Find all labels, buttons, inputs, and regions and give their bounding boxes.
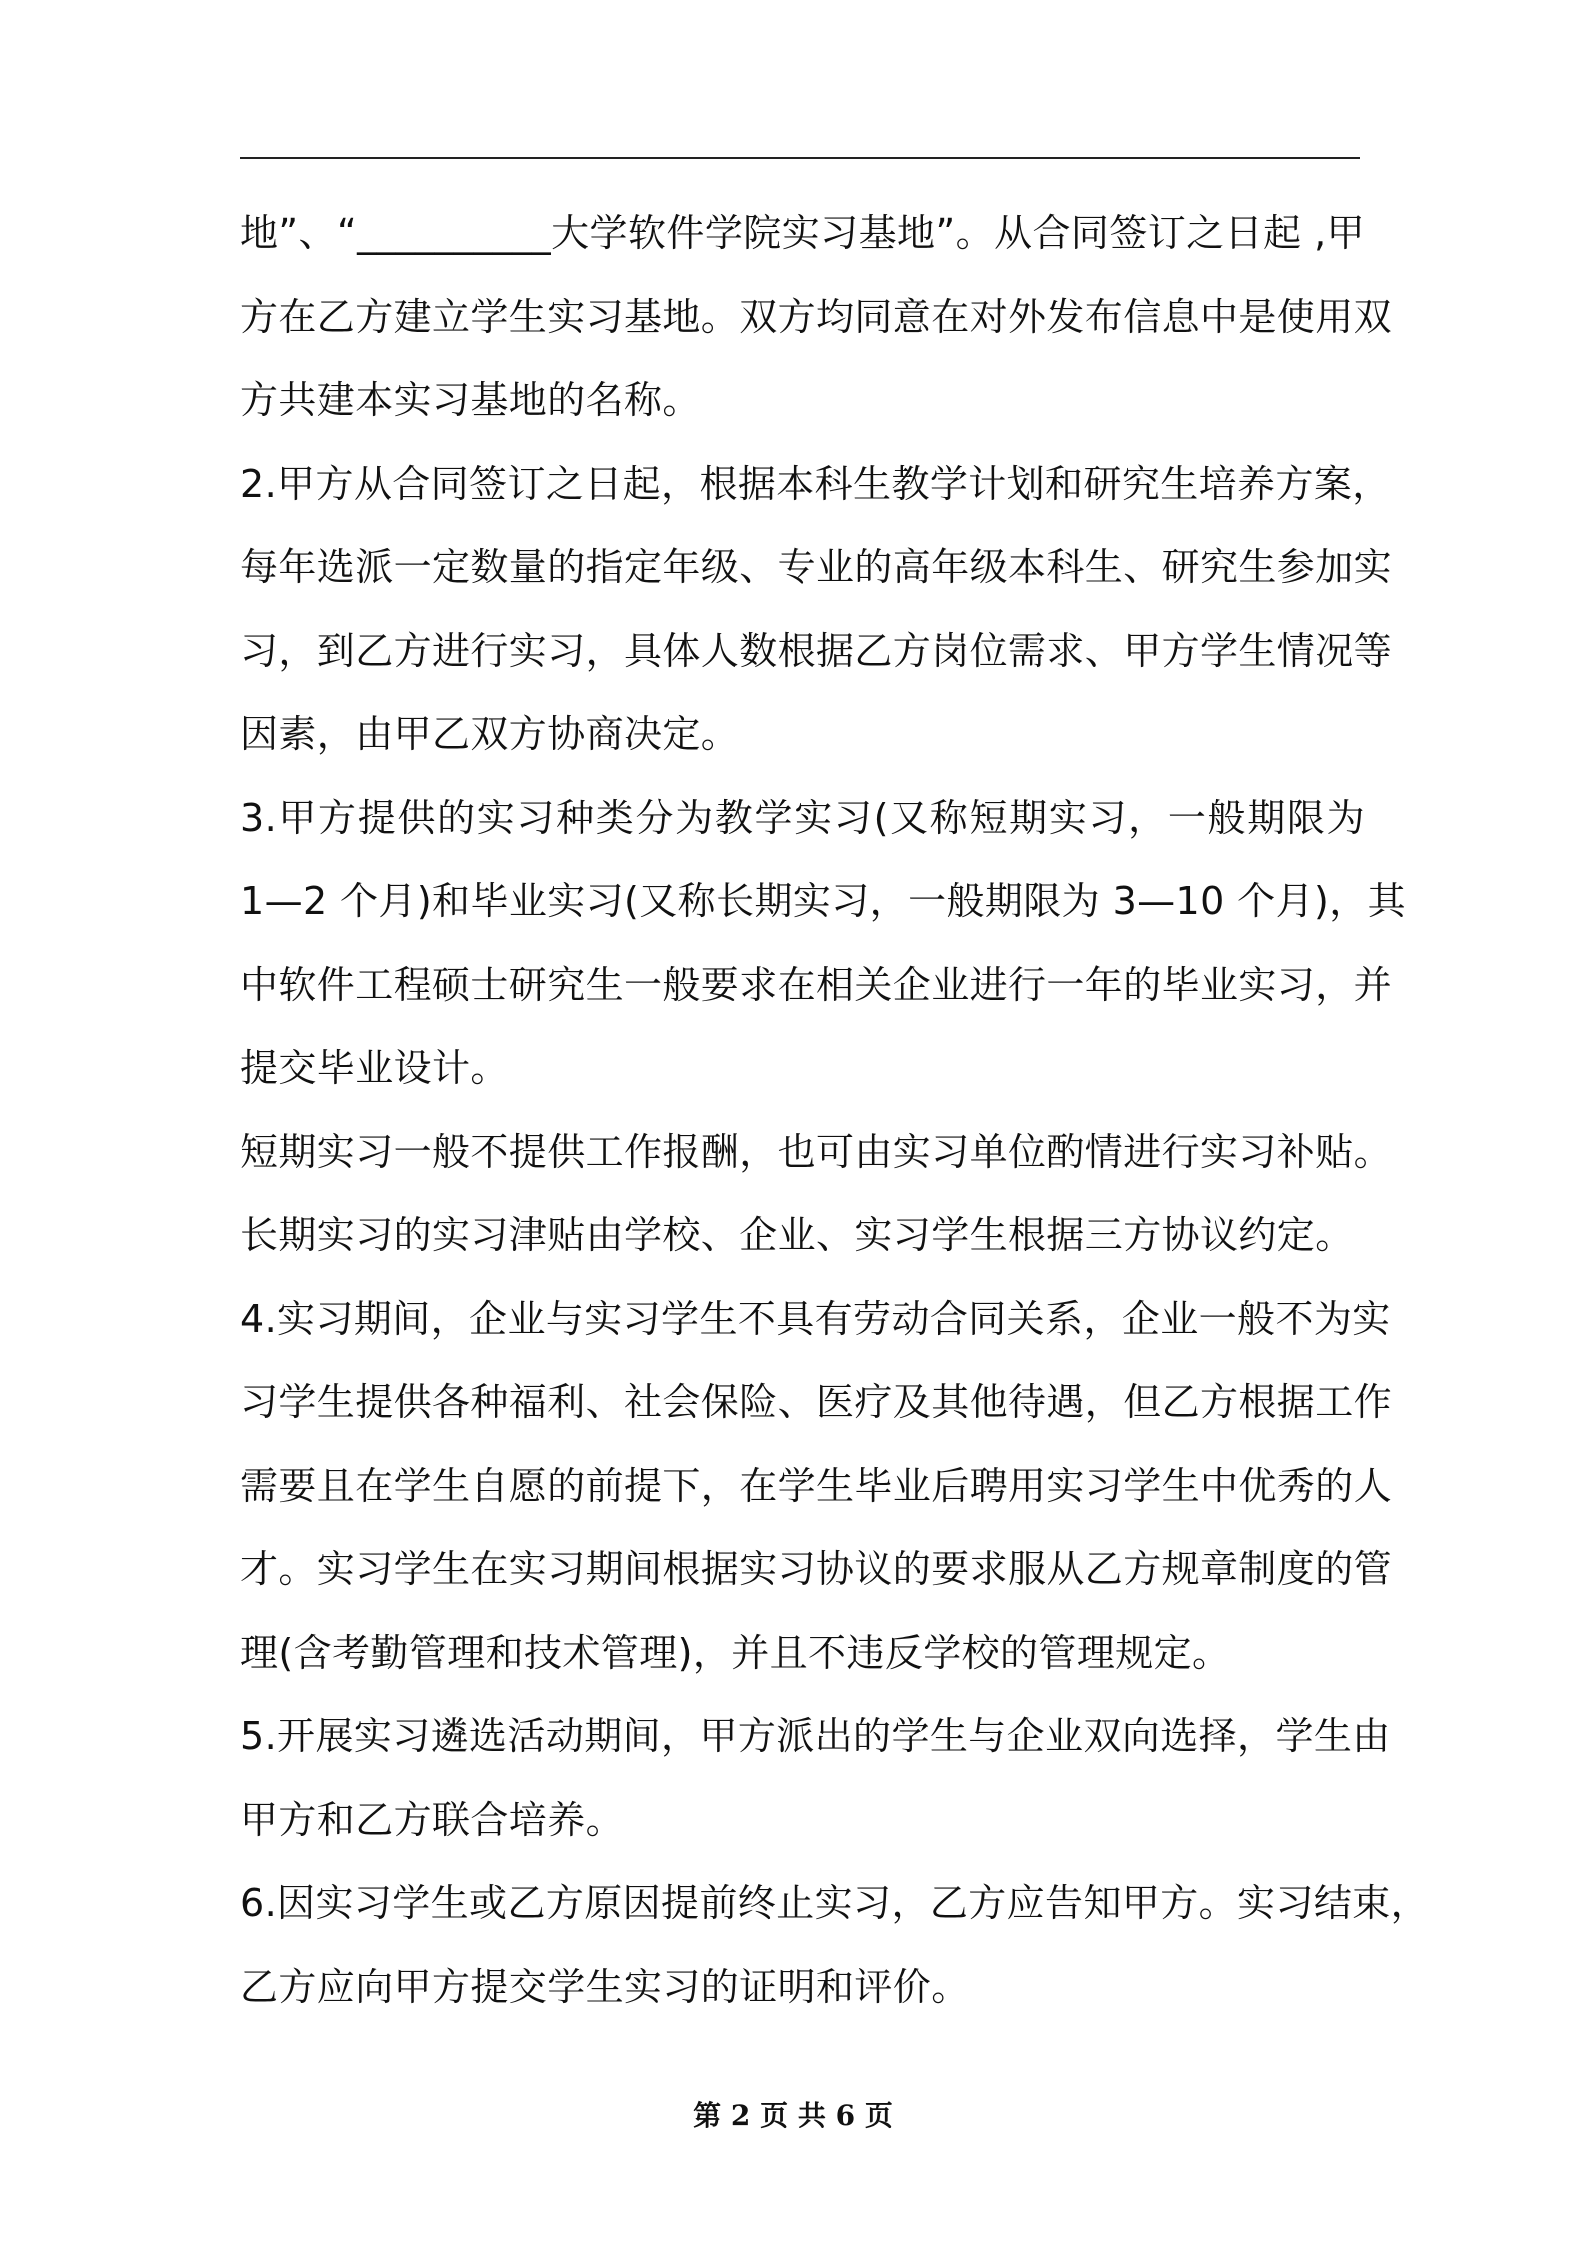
body-text-line: 每年选派一定数量的指定年级、专业的高年级本科生、研究生参加实 xyxy=(240,545,1393,589)
body-text-line: 甲方和乙方联合培养。 xyxy=(240,1797,625,1842)
body-text-line: 2.甲方从合同签订之日起，根据本科生教学计划和研究生培养方案， xyxy=(240,461,1391,506)
body-text-line: 5.开展实习遴选活动期间，甲方派出的学生与企业双向选择，学生由 xyxy=(240,1714,1391,1758)
body-text-line: 中软件工程硕士研究生一般要求在相关企业进行一年的毕业实习，并 xyxy=(240,962,1393,1007)
body-text-line: 提交毕业设计。 xyxy=(240,1046,509,1090)
body-text-line: 4.实习期间，企业与实习学生不具有劳动合同关系，企业一般不为实 xyxy=(240,1296,1391,1341)
document-body xyxy=(240,192,1430,2029)
body-text-line: 方共建本实习基地的名称。 xyxy=(240,378,701,422)
body-text-line: 乙方应向甲方提交学生实习的证明和评价。 xyxy=(240,1964,970,2009)
body-text-line: 长期实习的实习津贴由学校、企业、实习学生根据三方协议约定。 xyxy=(240,1213,1354,1257)
body-text-line: 习，到乙方进行实习，具体人数根据乙方岗位需求、甲方学生情况等 xyxy=(240,628,1393,673)
body-text-line: 6.因实习学生或乙方原因提前终止实习，乙方应告知甲方。实习结束， xyxy=(240,1881,1430,1925)
body-text-line: 理(含考勤管理和技术管理)，并且不违反学校的管理规定。 xyxy=(240,1630,1231,1675)
body-text-line: 3.甲方提供的实习种类分为教学实习(又称短期实习，一般期限为 xyxy=(240,795,1365,840)
body-text-line: 需要且在学生自愿的前提下，在学生毕业后聘用实习学生中优秀的人 xyxy=(240,1463,1393,1508)
body-text-line: 地”、“__________大学软件学院实习基地”。从合同签订之日起 ,甲 xyxy=(240,211,1365,255)
body-text-line: 短期实习一般不提供工作报酬，也可由实习单位酌情进行实习补贴。 xyxy=(240,1129,1393,1174)
page-number-footer: 第 2 页 共 6 页 xyxy=(693,2099,893,2132)
body-text-line: 习学生提供各种福利、社会保险、医疗及其他待遇，但乙方根据工作 xyxy=(240,1380,1393,1424)
header-divider xyxy=(240,157,1360,159)
body-text-line: 才。实习学生在实习期间根据实习协议的要求服从乙方规章制度的管 xyxy=(240,1547,1393,1591)
body-text-line: 方在乙方建立学生实习基地。双方均同意在对外发布信息中是使用双 xyxy=(240,294,1393,339)
body-text-line: 因素，由甲乙双方协商决定。 xyxy=(240,712,740,756)
body-text-line: 1—2 个月)和毕业实习(又称长期实习，一般期限为 3—10 个月)，其 xyxy=(240,879,1406,923)
